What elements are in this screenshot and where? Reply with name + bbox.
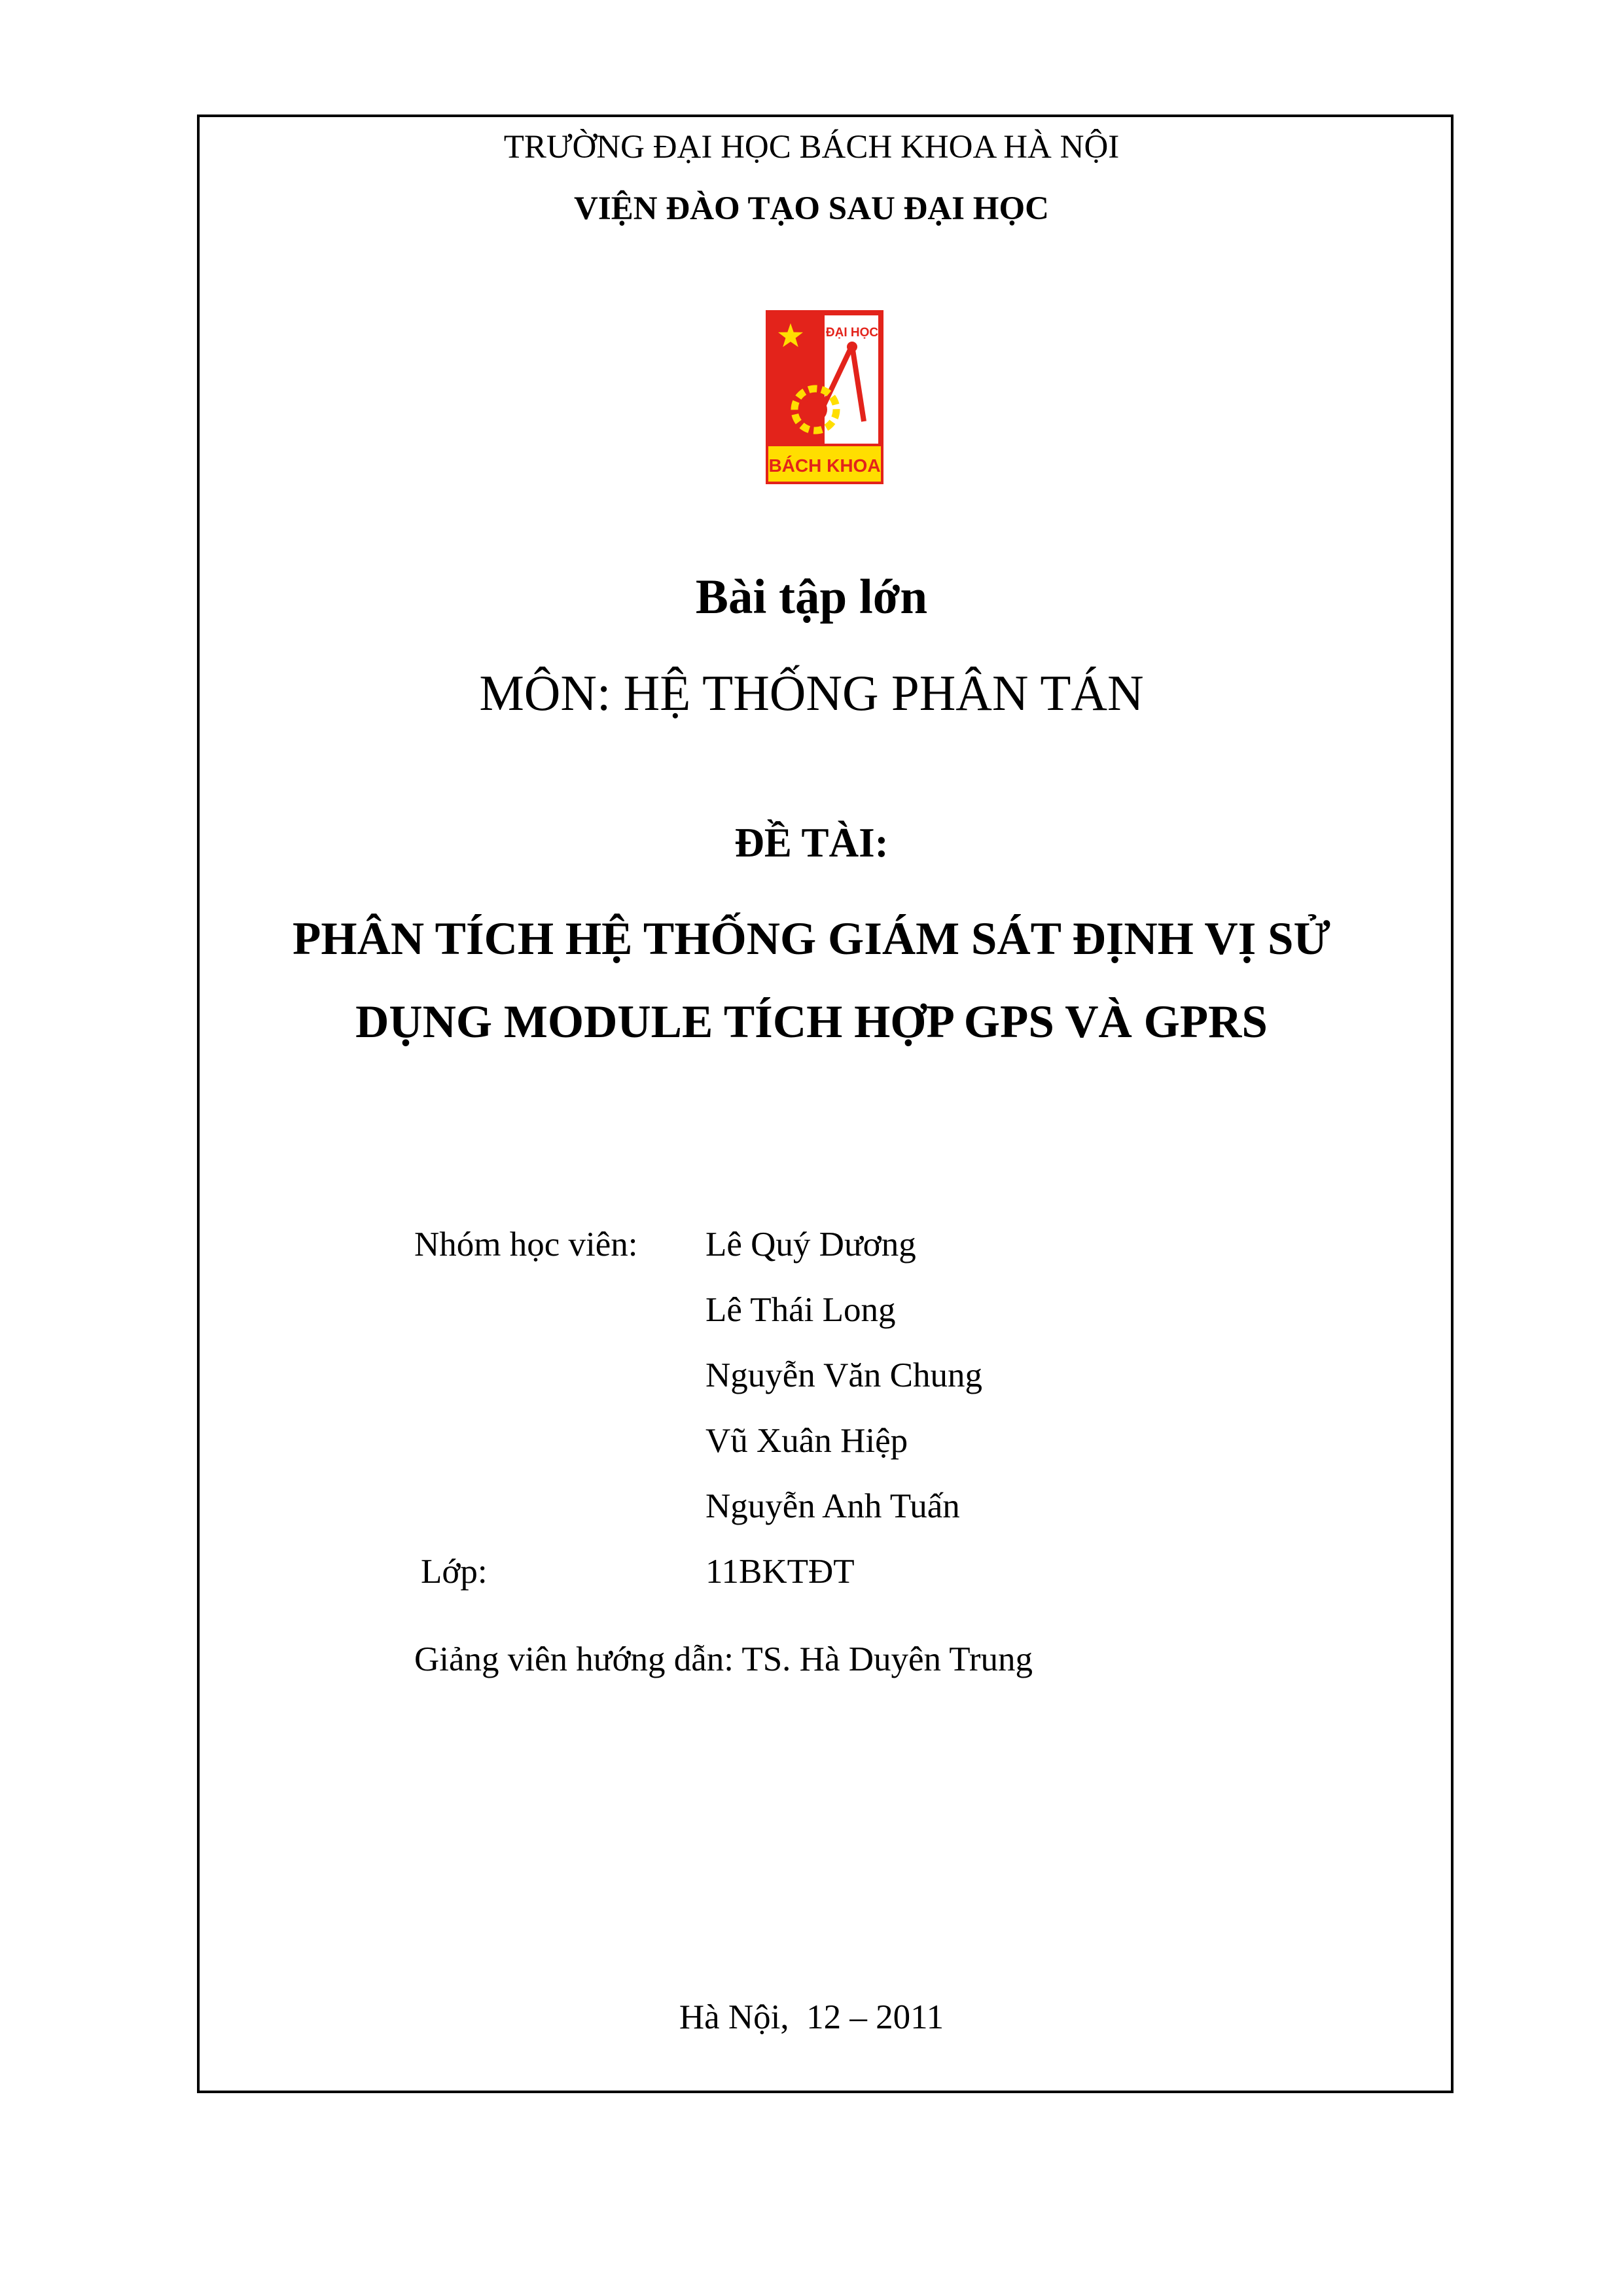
logo-bottom-text: BÁCH KHOA	[768, 455, 881, 476]
member-name: Lê Thái Long	[705, 1291, 896, 1329]
topic-label: ĐỀ TÀI:	[734, 820, 889, 866]
member-name: Nguyễn Văn Chung	[705, 1356, 982, 1394]
topic-title-line-1: PHÂN TÍCH HỆ THỐNG GIÁM SÁT ĐỊNH VỊ SỬ	[293, 913, 1330, 964]
advisor-line: Giảng viên hướng dẫn: TS. Hà Duyên Trung	[414, 1640, 1033, 1678]
class-value: 11BKTĐT	[705, 1553, 855, 1591]
class-label: Lớp:	[421, 1553, 488, 1591]
compass-hinge	[847, 342, 857, 352]
member-name: Nguyễn Anh Tuấn	[705, 1487, 960, 1525]
institute-name: VIỆN ĐÀO TẠO SAU ĐẠI HỌC	[574, 190, 1049, 227]
member-name: Vũ Xuân Hiệp	[705, 1422, 908, 1460]
group-label: Nhóm học viên:	[414, 1226, 638, 1263]
member-name: Lê Quý Dương	[705, 1226, 916, 1263]
logo-top-text: ĐẠI HỌC	[825, 326, 879, 340]
topic-title-line-2: DỤNG MODULE TÍCH HỢP GPS VÀ GPRS	[355, 997, 1268, 1048]
university-logo	[766, 310, 883, 484]
subject-title: MÔN: HỆ THỐNG PHÂN TÁN	[479, 665, 1144, 721]
university-name: TRƯỜNG ĐẠI HỌC BÁCH KHOA HÀ NỘI	[503, 129, 1120, 166]
document-type: Bài tập lớn	[695, 570, 928, 624]
place-date: Hà Nội, 12 – 2011	[679, 1998, 944, 2036]
